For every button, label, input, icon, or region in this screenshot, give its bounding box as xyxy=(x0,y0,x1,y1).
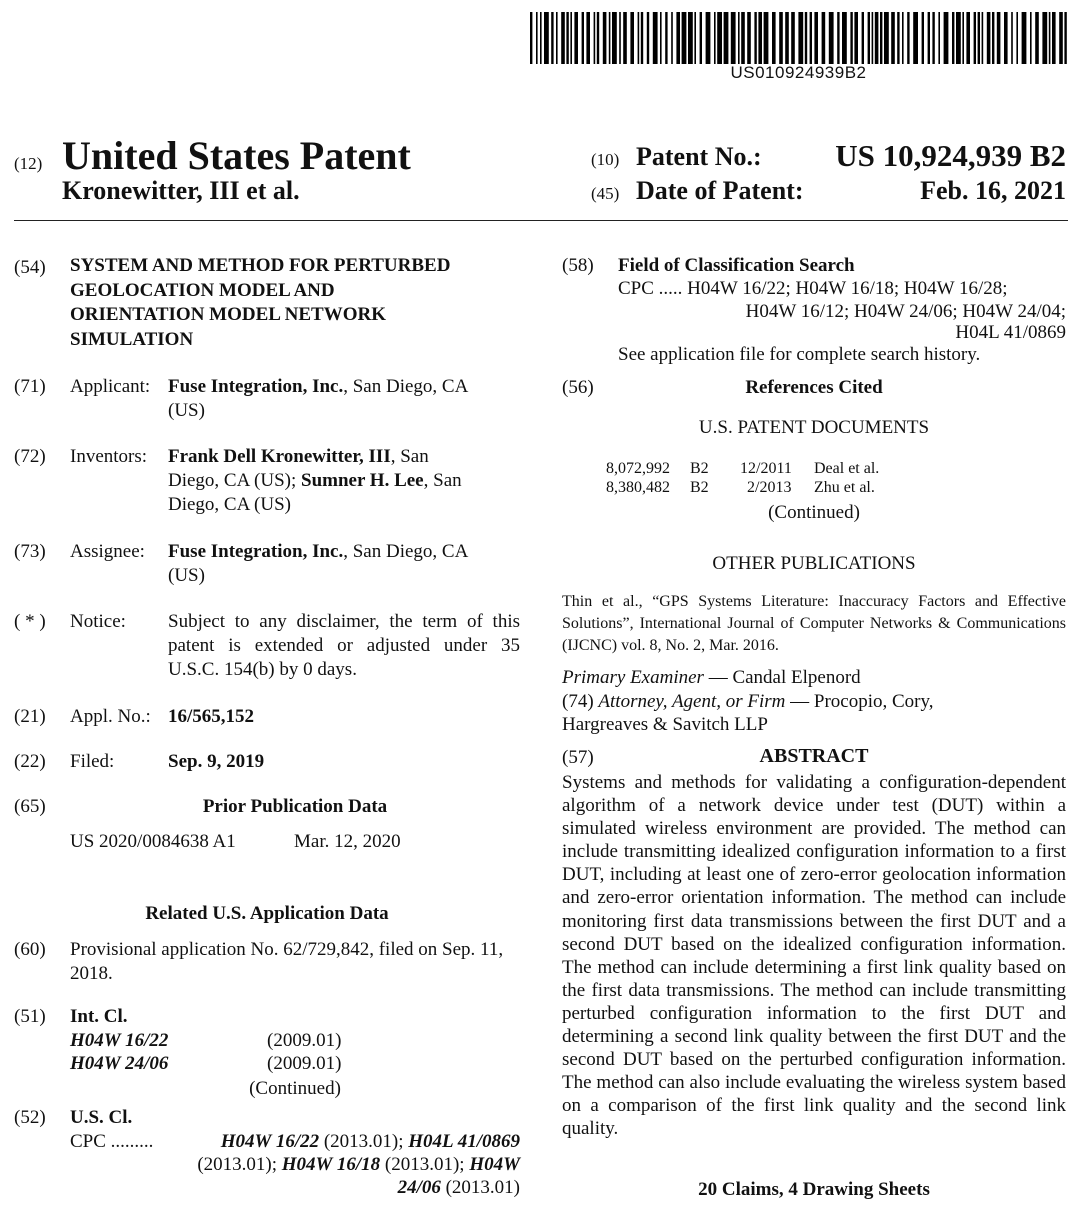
int-cl-continued: (Continued) xyxy=(249,1078,341,1099)
inid-code-58: (58) xyxy=(562,255,594,276)
barcode-bar xyxy=(609,12,611,64)
barcode-bar xyxy=(798,12,803,64)
reference-name: Deal et al. xyxy=(814,460,880,477)
assignee-value xyxy=(168,540,520,588)
reference-date: 2/2013 xyxy=(747,479,792,496)
barcode-bar xyxy=(1059,12,1063,64)
barcode-bar xyxy=(619,12,621,64)
attorney-label: Attorney, Agent, or Firm xyxy=(598,691,786,712)
barcode-bar xyxy=(952,12,954,64)
related-application-heading: Related U.S. Application Data xyxy=(145,903,389,924)
barcode-bar xyxy=(671,12,673,64)
inventor-name-2: Sumner H. Lee xyxy=(301,470,424,491)
barcode-bar xyxy=(805,12,807,64)
us-cl-version: (2013.01); xyxy=(197,1154,282,1175)
barcode-bar xyxy=(974,12,976,64)
reference-name: Zhu et al. xyxy=(814,479,875,496)
assignee-name: Fuse Integration, Inc. xyxy=(168,541,344,562)
int-cl-version-1: (2009.01) xyxy=(267,1030,342,1051)
us-cl-class: 24/06 xyxy=(397,1177,441,1198)
invention-title-line: GEOLOCATION MODEL AND xyxy=(70,279,335,301)
barcode-bar xyxy=(700,12,702,64)
inventors-short: Kronewitter, III et al. xyxy=(62,176,300,205)
barcode-bar xyxy=(612,12,617,64)
applicant-location: , San Diego, CA xyxy=(343,376,469,397)
barcode-bar xyxy=(932,12,934,64)
barcode-bar xyxy=(779,12,783,64)
other-publications-heading: OTHER PUBLICATIONS xyxy=(712,553,916,574)
inid-code-72: (72) xyxy=(14,446,46,467)
barcode-bar xyxy=(754,12,756,64)
us-cl-heading: U.S. Cl. xyxy=(70,1107,133,1128)
appl-no-label: Appl. No.: xyxy=(70,706,151,727)
barcode-bar xyxy=(536,12,538,64)
barcode-bar xyxy=(594,12,596,64)
invention-title-line: SYSTEM AND METHOD FOR PERTURBED xyxy=(70,255,451,276)
barcode-bar xyxy=(842,12,847,64)
barcode-bar xyxy=(922,12,924,64)
barcode-bar xyxy=(724,12,729,64)
int-cl-class-1: H04W 16/22 xyxy=(70,1030,169,1051)
barcode-bar xyxy=(530,12,532,64)
classification-search-heading: Field of Classification Search xyxy=(618,255,855,276)
notice-text: Subject to any disclaimer, the term of this patent is extended or adjusted under 35 U.S.C. 154(b) by 0 days. xyxy=(168,611,520,680)
barcode-bar xyxy=(566,12,568,64)
us-cl-class: H04L 41/0869 xyxy=(408,1131,520,1152)
barcode-bar xyxy=(907,12,909,64)
barcode-bar xyxy=(647,12,649,64)
barcode-number: US010924939B2 xyxy=(730,63,867,82)
inid-code-51: (51) xyxy=(14,1006,46,1027)
barcode-bar xyxy=(862,12,864,64)
barcode-bar xyxy=(731,12,736,64)
us-cl-class: H04W 16/18 xyxy=(281,1154,381,1175)
inid-code-10: (10) xyxy=(591,150,620,169)
date-of-patent-label: Date of Patent: xyxy=(636,176,804,205)
inventor-location-2b: Diego, CA (US) xyxy=(168,494,291,515)
barcode xyxy=(530,12,1067,64)
barcode-bar xyxy=(897,12,899,64)
patent-no-label: Patent No.: xyxy=(636,142,762,171)
barcode-bar xyxy=(630,12,634,64)
barcode-bar xyxy=(791,12,795,64)
barcode-bar xyxy=(603,12,607,64)
barcode-bar xyxy=(597,12,599,64)
primary-examiner-name: — Candal Elpenord xyxy=(703,667,861,688)
inventors-value xyxy=(168,445,520,517)
attorney-name: — Procopio, Cory, xyxy=(785,691,934,712)
barcode-bar xyxy=(880,12,882,64)
classification-search-line: H04W 16/12; H04W 24/06; H04W 24/04; xyxy=(745,301,1066,322)
barcode-bar xyxy=(913,12,918,64)
primary-examiner-label: Primary Examiner xyxy=(562,667,704,688)
barcode-bar xyxy=(875,12,879,64)
barcode-bar xyxy=(987,12,991,64)
barcode-bar xyxy=(764,12,769,64)
invention-title-line: ORIENTATION MODEL NETWORK xyxy=(70,304,387,325)
barcode-bar xyxy=(665,12,667,64)
barcode-bar xyxy=(1016,12,1018,64)
patent-title-heading: United States Patent xyxy=(62,133,411,178)
filed-label: Filed: xyxy=(70,751,115,772)
classification-search-line: CPC ..... H04W 16/22; H04W 16/18; H04W 16/28; xyxy=(618,278,1008,299)
barcode-bar xyxy=(884,12,889,64)
inid-code-12: (12) xyxy=(14,154,43,173)
assignee-location: , San Diego, CA xyxy=(343,541,469,562)
reference-kind: B2 xyxy=(690,479,709,496)
inid-code-65: (65) xyxy=(14,796,46,817)
primary-examiner xyxy=(562,666,861,689)
barcode-bar xyxy=(1011,12,1013,64)
appl-no-value: 16/565,152 xyxy=(168,706,255,727)
barcode-bar xyxy=(586,12,590,64)
reference-number: 8,380,482 xyxy=(606,479,670,496)
barcode-bar xyxy=(944,12,949,64)
us-cl-cpc-label: CPC ......... xyxy=(70,1131,154,1152)
reference-kind: B2 xyxy=(690,460,709,477)
barcode-bar xyxy=(717,12,722,64)
barcode-bar xyxy=(653,12,658,64)
inid-code-56: (56) xyxy=(562,377,594,398)
us-cl-cpc-line-1 xyxy=(70,1130,520,1154)
inid-code-45: (45) xyxy=(591,184,620,203)
barcode-bar xyxy=(872,12,874,64)
inventor-location-2: , San xyxy=(423,470,462,491)
attorney-line-2: Hargreaves & Savitch LLP xyxy=(562,714,768,735)
inid-code-22: (22) xyxy=(14,751,46,772)
barcode-bar xyxy=(694,12,696,64)
patent-no-value: US 10,924,939 B2 xyxy=(835,138,1066,173)
filed-value: Sep. 9, 2019 xyxy=(168,751,265,772)
barcode-bar xyxy=(997,12,1001,64)
barcode-bar xyxy=(978,12,980,64)
prior-publication-number: US 2020/0084638 A1 xyxy=(70,831,236,852)
inid-code-54: (54) xyxy=(14,257,46,278)
barcode-bar xyxy=(741,12,745,64)
barcode-bar xyxy=(556,12,558,64)
provisional-application-text: Provisional application No. 62/729,842, filed on Sep. 11, 2018. xyxy=(70,939,504,984)
barcode-bar xyxy=(641,12,643,64)
barcode-bar xyxy=(850,12,852,64)
barcode-bar xyxy=(551,12,553,64)
barcode-bar xyxy=(956,12,961,64)
attorney-line-1 xyxy=(562,690,934,713)
barcode-bar xyxy=(738,12,740,64)
inid-code-21: (21) xyxy=(14,706,46,727)
classification-search-note: See application file for complete search history. xyxy=(618,344,981,365)
int-cl-version-2: (2009.01) xyxy=(267,1053,342,1074)
barcode-bar xyxy=(1030,12,1032,64)
notice-label: Notice: xyxy=(70,611,126,632)
barcode-bar xyxy=(837,12,839,64)
barcode-bar xyxy=(814,12,818,64)
inid-code-57: (57) xyxy=(562,747,594,768)
barcode-bar xyxy=(902,12,904,64)
barcode-bar xyxy=(982,12,984,64)
barcode-bar xyxy=(574,12,578,64)
inid-code-73: (73) xyxy=(14,541,46,562)
barcode-bar xyxy=(772,12,776,64)
barcode-bar xyxy=(1064,12,1066,64)
barcode-bar xyxy=(829,12,834,64)
reference-number: 8,072,992 xyxy=(606,460,670,477)
other-publication-entry: Thin et al., “GPS Systems Literature: Inaccuracy Factors and Effective Solutions”, International Journal of Computer Networks & Communications (IJCNC) vol. 8, No. 2, Mar. 2016. xyxy=(562,593,1066,654)
barcode-bar xyxy=(891,12,895,64)
inid-code-60: (60) xyxy=(14,939,46,960)
barcode-bar xyxy=(1049,12,1051,64)
barcode-bar xyxy=(938,12,940,64)
barcode-bar xyxy=(747,12,751,64)
date-of-patent-value: Feb. 16, 2021 xyxy=(920,176,1066,205)
barcode-bar xyxy=(966,12,970,64)
notice-code: ( * ) xyxy=(14,611,46,632)
barcode-bar xyxy=(1052,12,1056,64)
barcode-bar xyxy=(868,12,870,64)
barcode-bar xyxy=(714,12,716,64)
barcode-bar xyxy=(660,12,662,64)
barcode-bar xyxy=(1042,12,1047,64)
barcode-bar xyxy=(688,12,693,64)
barcode-bar xyxy=(638,12,640,64)
us-cl-version: (2013.01) xyxy=(440,1177,520,1198)
applicant-value xyxy=(168,375,520,423)
barcode-bar xyxy=(561,12,565,64)
barcode-bar xyxy=(623,12,627,64)
barcode-bar xyxy=(1022,12,1027,64)
us-cl-version: (2013.01); xyxy=(319,1131,409,1152)
barcode-bar xyxy=(706,12,711,64)
barcode-bar xyxy=(1035,12,1039,64)
barcode-bar xyxy=(810,12,812,64)
classification-search-line: H04L 41/0869 xyxy=(955,322,1066,343)
barcode-bar xyxy=(544,12,549,64)
barcode-bar xyxy=(1004,12,1008,64)
references-cited-heading: References Cited xyxy=(745,377,883,398)
applicant-name: Fuse Integration, Inc. xyxy=(168,376,344,397)
inid-code-52: (52) xyxy=(14,1107,46,1128)
barcode-bar xyxy=(676,12,680,64)
barcode-bar xyxy=(785,12,789,64)
applicant-label: Applicant: xyxy=(70,376,151,397)
barcode-bar xyxy=(854,12,858,64)
us-patent-documents-heading: U.S. PATENT DOCUMENTS xyxy=(698,417,930,438)
int-cl-class-2: H04W 24/06 xyxy=(70,1053,169,1074)
abstract-text: Systems and methods for validating a configuration-dependent algorithm of a network device under test (DUT) within a simulated wireless environment are provided. The method can include transmitting idealized configuration information to a first DUT, including at least one of zero-error geolocation information and zero-error orientation information. The method can include monitoring first data transmissions between the first DUT and a second DUT based on the idealized configuration information. The method can include determining a first link quality based on the first data transmissions. The method can include transmitting perturbed configuration information to the first DUT and determining a second link quality between the first DUT and the second DUT based on the perturbed configuration information. The method can also include evaluating the wireless system based on a comparison of the first link quality and the second link quality. xyxy=(562,772,1066,1140)
inventor-name-1: Frank Dell Kronewitter, III xyxy=(168,446,391,467)
assignee-country: (US) xyxy=(168,565,205,586)
barcode-bar xyxy=(962,12,964,64)
inid-code-71: (71) xyxy=(14,376,46,397)
inventor-location-1b: Diego, CA (US); xyxy=(168,470,301,491)
barcode-bar xyxy=(992,12,994,64)
abstract-heading: ABSTRACT xyxy=(759,745,869,767)
inventors-label: Inventors: xyxy=(70,446,148,467)
invention-title xyxy=(70,254,450,352)
reference-date: 12/2011 xyxy=(740,460,792,477)
references-continued: (Continued) xyxy=(768,502,860,523)
us-cl-class: H04W xyxy=(469,1154,520,1175)
barcode-bar xyxy=(758,12,762,64)
invention-title-line: SIMULATION xyxy=(70,328,194,350)
inid-code-74: (74) xyxy=(562,691,599,712)
applicant-country: (US) xyxy=(168,400,205,421)
int-cl-heading: Int. Cl. xyxy=(70,1006,128,1027)
us-cl-cpc-line-2 xyxy=(70,1153,520,1177)
prior-publication-heading: Prior Publication Data xyxy=(202,796,388,817)
us-cl-class: H04W 16/22 xyxy=(220,1131,320,1152)
barcode-bar xyxy=(570,12,572,64)
inventor-location-1: , San xyxy=(390,446,429,467)
barcode-bar xyxy=(582,12,584,64)
header-divider xyxy=(14,220,1068,221)
assignee-label: Assignee: xyxy=(70,541,145,562)
barcode-bar xyxy=(822,12,826,64)
barcode-bar xyxy=(928,12,930,64)
barcode-bar xyxy=(682,12,687,64)
us-cl-version: (2013.01); xyxy=(380,1154,470,1175)
claims-drawings-summary: 20 Claims, 4 Drawing Sheets xyxy=(698,1179,930,1200)
prior-publication-date: Mar. 12, 2020 xyxy=(294,831,401,852)
barcode-bar xyxy=(540,12,542,64)
us-cl-cpc-line-3 xyxy=(70,1176,520,1200)
